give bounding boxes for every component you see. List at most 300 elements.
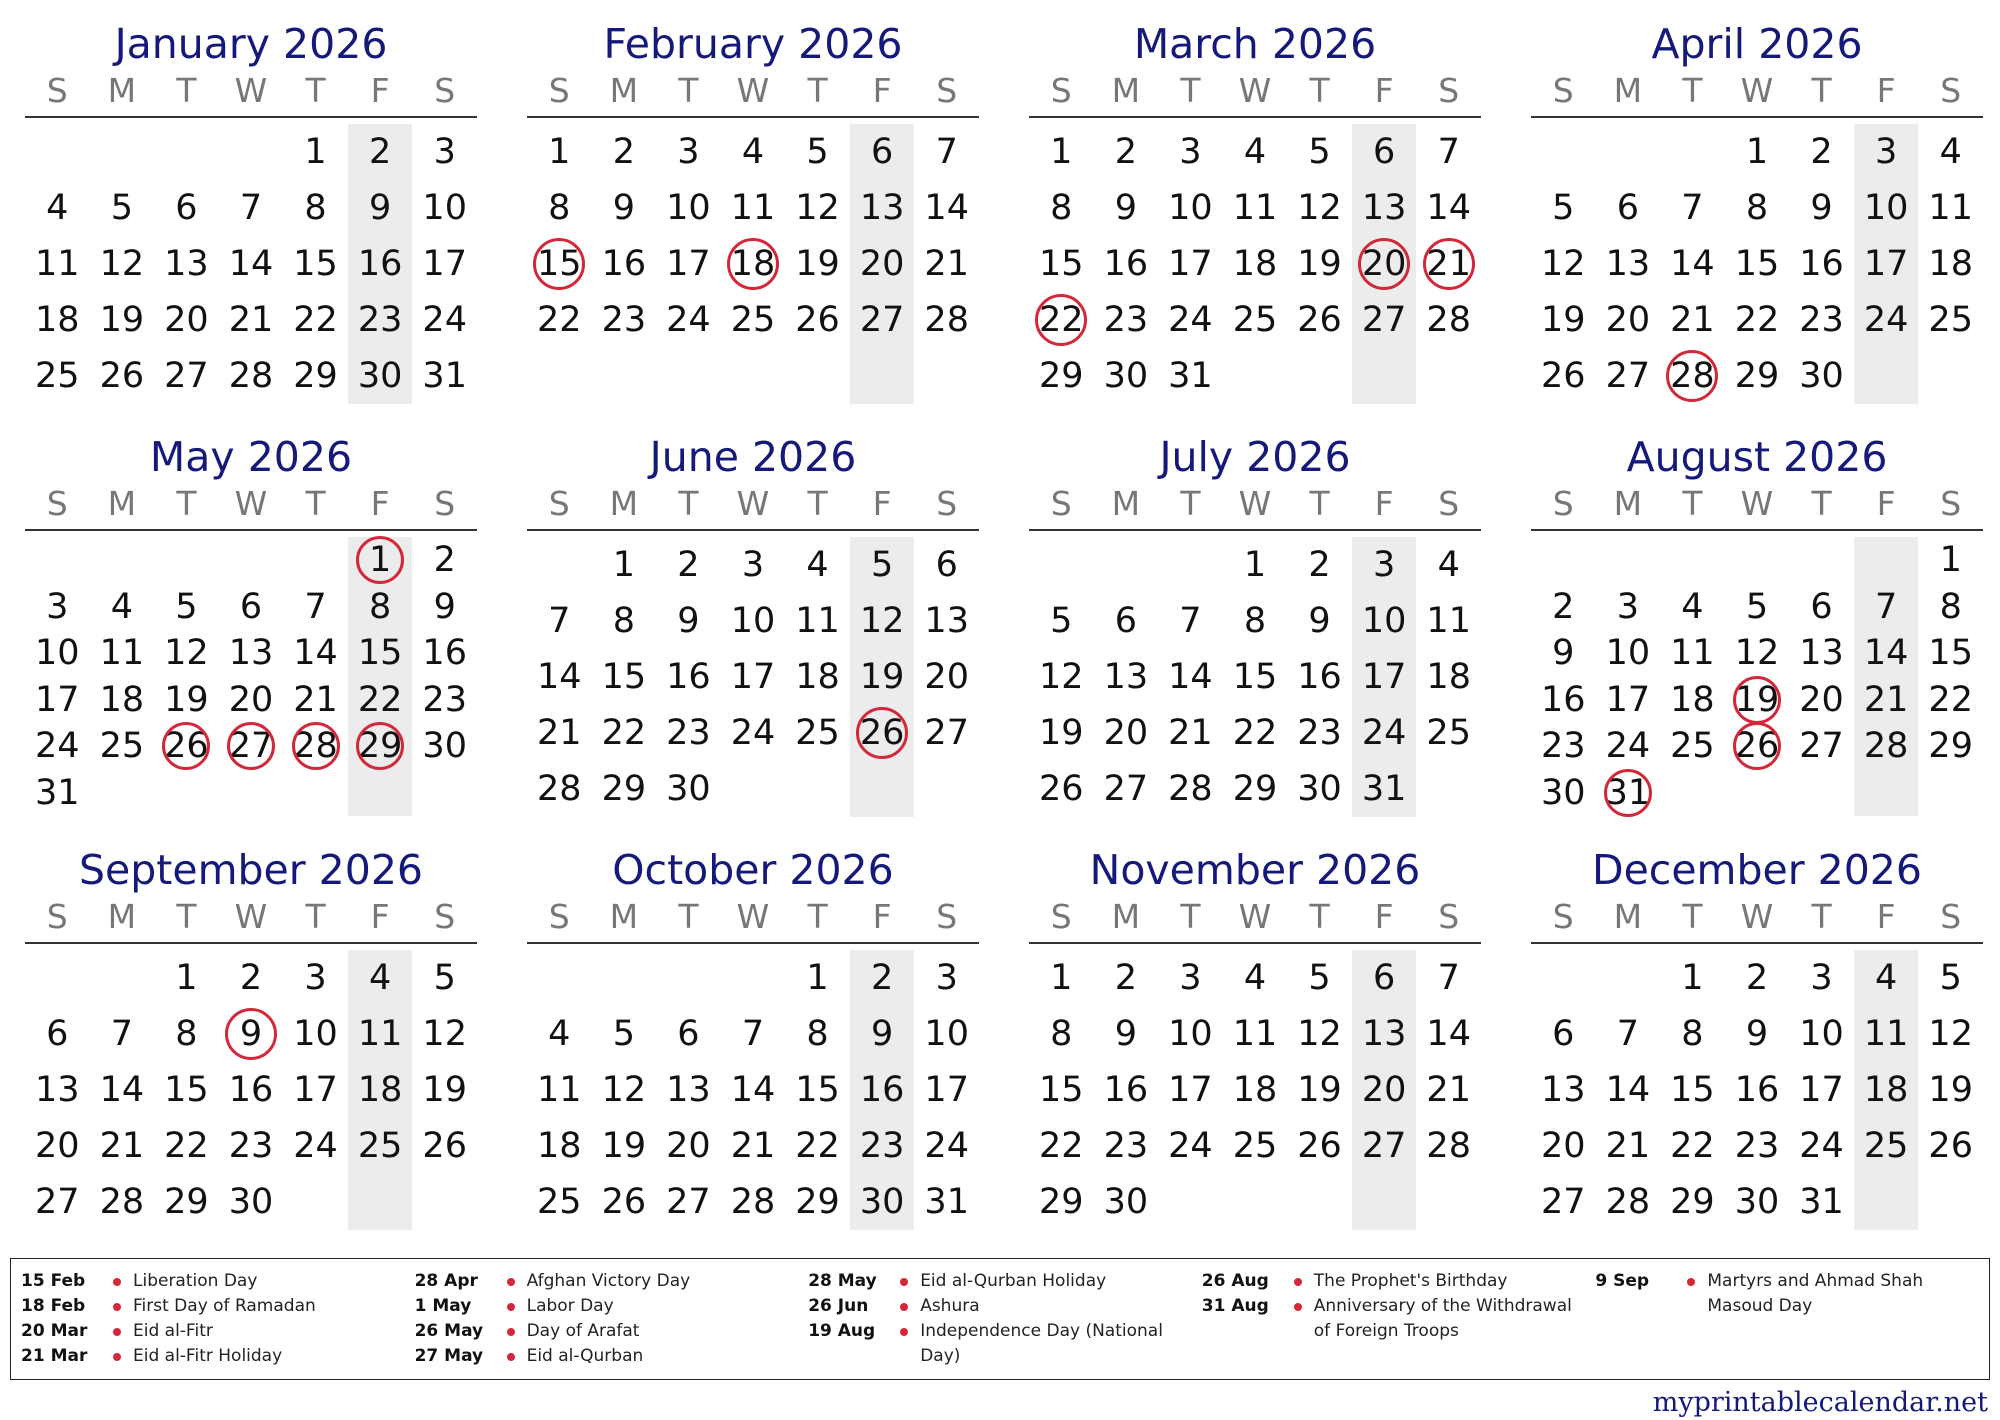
month-calendar — [25, 844, 477, 1248]
day-cell: 23 — [1799, 300, 1844, 340]
day-cell: 22 — [357, 679, 403, 720]
month-title: December 2026 — [1592, 846, 1922, 894]
day-cell: 20 — [1799, 679, 1844, 720]
empty-day-cell — [1531, 537, 1596, 584]
day-cell: 5 — [1308, 132, 1331, 172]
day-cell: 27 — [666, 1182, 711, 1222]
day-cell: 1 — [175, 958, 198, 998]
day-cell: 6 — [1552, 1014, 1575, 1054]
day-cell: 18 — [1928, 244, 1973, 284]
day-cell: 23 — [859, 1126, 905, 1166]
day-cell: 8 — [1745, 188, 1769, 228]
month-title: October 2026 — [612, 846, 894, 894]
day-cell: 10 — [1168, 188, 1213, 228]
bullet-dot-icon — [900, 1328, 908, 1336]
weekday-label: F — [872, 484, 892, 523]
site-footer[interactable]: myprintablecalendar.net — [1652, 1387, 1988, 1418]
day-cell: 12 — [1734, 633, 1780, 674]
legend-holiday-name: Afghan Victory Day — [526, 1271, 691, 1291]
day-cell: 29 — [1232, 769, 1278, 809]
day-cell: 13 — [1541, 1070, 1586, 1110]
day-cell: 18 — [99, 679, 145, 720]
day-cell: 13 — [859, 188, 905, 228]
day-cell: 21 — [99, 1126, 145, 1166]
day-cell: 12 — [164, 633, 209, 674]
bullet-dot-icon — [507, 1353, 515, 1361]
legend-item — [21, 1344, 415, 1369]
day-cell: 21 — [1863, 679, 1909, 720]
day-cell: 10 — [1605, 633, 1651, 674]
day-cell: 2 — [1114, 132, 1137, 172]
legend-holiday-name: Day of Arafat — [526, 1321, 640, 1341]
day-cell: 17 — [1168, 244, 1213, 284]
empty-day-cell — [1596, 537, 1661, 584]
day-cell: 3 — [1616, 586, 1639, 627]
legend-holiday-name: Martyrs and Ahmad Shah Masoud Day — [1707, 1271, 1924, 1316]
weekday-label: W — [736, 897, 770, 936]
day-cell: 30 — [666, 769, 711, 809]
legend-item — [21, 1269, 415, 1294]
weekday-label: M — [1613, 897, 1643, 936]
weekday-label: S — [434, 484, 456, 523]
day-cell: 5 — [1308, 958, 1331, 998]
day-cell: 1 — [1050, 958, 1073, 998]
weekday-label: T — [1682, 897, 1703, 936]
empty-day-cell — [1158, 537, 1223, 593]
weekday-label: F — [370, 71, 390, 110]
day-cell: 20 — [1361, 1070, 1407, 1110]
day-cell: 23 — [1541, 726, 1586, 767]
day-cell: 24 — [730, 713, 776, 753]
day-cell: 20 — [1103, 713, 1149, 753]
day-cell: 8 — [612, 601, 635, 641]
legend-item — [415, 1344, 809, 1369]
day-cell: 29 — [1039, 1182, 1084, 1222]
legend-holiday-name: Eid al-Fitr Holiday — [133, 1346, 283, 1366]
weekday-label: S — [936, 484, 958, 523]
day-cell: 23 — [1103, 300, 1149, 340]
weekday-label: T — [1309, 71, 1330, 110]
legend-date: 27 May — [414, 1346, 484, 1366]
weekday-label: T — [807, 71, 828, 110]
legend-holiday-name: Independence Day (National Day) — [920, 1321, 1163, 1366]
empty-day-cell — [154, 124, 219, 180]
day-cell: 6 — [870, 132, 894, 172]
day-cell: 16 — [601, 244, 647, 284]
legend-date: 1 May — [414, 1296, 472, 1316]
day-cell: 16 — [666, 657, 711, 697]
day-cell: 15 — [1928, 633, 1973, 674]
empty-day-cell — [25, 537, 90, 584]
day-cell: 7 — [935, 132, 958, 172]
day-cell: 6 — [1114, 601, 1137, 641]
day-cell: 23 — [422, 679, 467, 720]
day-cell: 17 — [35, 679, 80, 720]
day-cell: 14 — [293, 633, 338, 674]
legend-item — [808, 1269, 1202, 1294]
day-cell: 7 — [548, 601, 571, 641]
weekday-label: T — [305, 484, 326, 523]
weekday-label: S — [1552, 484, 1574, 523]
weekday-label: S — [434, 71, 456, 110]
day-cell: 30 — [422, 726, 467, 767]
day-cell: 14 — [1426, 188, 1471, 228]
empty-day-cell — [283, 537, 348, 584]
weekday-label: W — [1238, 484, 1272, 523]
holiday-day-cell: 20 — [1352, 236, 1417, 292]
day-cell: 9 — [1810, 188, 1833, 228]
weekday-label: T — [176, 484, 197, 523]
day-cell: 7 — [1437, 132, 1460, 172]
day-cell: 25 — [357, 1126, 403, 1166]
day-cell: 2 — [870, 958, 894, 998]
weekday-label: M — [609, 897, 639, 936]
day-cell: 22 — [537, 300, 582, 340]
day-cell: 3 — [1179, 132, 1202, 172]
day-cell: 24 — [1605, 726, 1651, 767]
day-cell: 19 — [795, 244, 840, 284]
weekday-header — [25, 70, 477, 118]
day-cell: 18 — [1232, 244, 1278, 284]
day-cell: 30 — [1541, 772, 1586, 813]
day-cell: 21 — [293, 679, 338, 720]
empty-day-cell — [90, 537, 155, 584]
day-cell: 6 — [239, 586, 263, 627]
day-cell: 24 — [666, 300, 711, 340]
day-cell: 24 — [924, 1126, 969, 1166]
day-cell: 2 — [1114, 958, 1137, 998]
weekday-label: S — [936, 897, 958, 936]
day-cell: 9 — [1745, 1014, 1769, 1054]
day-cell: 11 — [99, 633, 145, 674]
day-cell: 12 — [601, 1070, 647, 1110]
weekday-label: S — [1940, 71, 1962, 110]
day-cell: 4 — [1243, 132, 1267, 172]
day-cell: 5 — [1939, 958, 1962, 998]
day-cell: 11 — [1670, 633, 1715, 674]
weekday-label: S — [936, 71, 958, 110]
holiday-day-cell: 31 — [1596, 770, 1661, 817]
weekday-header — [1029, 483, 1481, 531]
bullet-dot-icon — [1294, 1278, 1302, 1286]
day-cell: 20 — [228, 679, 274, 720]
month-title: September 2026 — [79, 846, 423, 894]
day-cell: 29 — [601, 769, 647, 809]
weekday-label: S — [548, 484, 570, 523]
legend-date: 15 Feb — [21, 1271, 86, 1291]
day-cell: 29 — [293, 356, 338, 396]
month-title: February 2026 — [603, 20, 903, 68]
days-grid — [527, 531, 979, 817]
day-cell: 30 — [228, 1182, 274, 1222]
month-calendar — [1029, 431, 1481, 835]
weekday-label: T — [1811, 484, 1832, 523]
legend-holiday-name: Liberation Day — [133, 1271, 258, 1291]
day-cell: 12 — [422, 1014, 467, 1054]
day-cell: 8 — [1243, 601, 1267, 641]
day-cell: 22 — [293, 300, 338, 340]
holiday-day-cell: 18 — [721, 236, 786, 292]
day-cell: 15 — [1232, 657, 1278, 697]
day-cell: 5 — [1552, 188, 1575, 228]
weekday-label: T — [1180, 897, 1201, 936]
weekday-label: F — [370, 897, 390, 936]
day-cell: 9 — [1114, 188, 1137, 228]
month-calendar — [527, 431, 979, 835]
day-cell: 9 — [870, 1014, 894, 1054]
day-cell: 15 — [1670, 1070, 1715, 1110]
days-grid — [1029, 118, 1481, 404]
month-calendar — [1531, 18, 1983, 422]
day-cell: 29 — [164, 1182, 209, 1222]
day-cell: 17 — [1168, 1070, 1213, 1110]
empty-day-cell — [1531, 950, 1596, 1006]
weekday-label: F — [1374, 71, 1394, 110]
empty-day-cell — [1660, 537, 1725, 584]
day-cell: 5 — [1745, 586, 1769, 627]
day-cell: 15 — [795, 1070, 840, 1110]
weekday-label: W — [234, 71, 268, 110]
weekday-label: S — [434, 897, 456, 936]
day-cell: 3 — [433, 132, 456, 172]
day-cell: 14 — [1426, 1014, 1471, 1054]
legend-date: 26 Aug — [1201, 1271, 1269, 1291]
day-cell: 19 — [601, 1126, 647, 1166]
weekday-label: T — [1682, 484, 1703, 523]
day-cell: 11 — [35, 244, 80, 284]
day-cell: 2 — [433, 540, 456, 581]
weekday-label: S — [548, 71, 570, 110]
holiday-legend — [10, 1258, 1990, 1380]
day-cell: 26 — [795, 300, 840, 340]
weekday-label: T — [1682, 71, 1703, 110]
day-cell: 29 — [1928, 726, 1973, 767]
month-title: April 2026 — [1651, 20, 1863, 68]
day-cell: 28 — [1605, 1182, 1651, 1222]
day-cell: 12 — [99, 244, 145, 284]
day-cell: 28 — [228, 356, 274, 396]
day-cell: 29 — [795, 1182, 840, 1222]
day-cell: 7 — [1874, 586, 1898, 627]
day-cell: 19 — [422, 1070, 467, 1110]
day-cell: 28 — [99, 1182, 145, 1222]
weekday-label: W — [234, 484, 268, 523]
legend-item — [415, 1319, 809, 1344]
days-grid — [25, 944, 477, 1230]
weekday-label: M — [1613, 71, 1643, 110]
weekday-label: S — [1552, 897, 1574, 936]
day-cell: 10 — [1863, 188, 1909, 228]
day-cell: 26 — [422, 1126, 467, 1166]
day-cell: 4 — [1939, 132, 1962, 172]
legend-item — [21, 1319, 415, 1344]
day-cell: 22 — [601, 713, 647, 753]
day-cell: 6 — [1616, 188, 1639, 228]
day-cell: 31 — [1168, 356, 1213, 396]
bullet-dot-icon — [1687, 1278, 1695, 1286]
month-calendar — [527, 844, 979, 1248]
day-cell: 7 — [110, 1014, 133, 1054]
day-cell: 5 — [1050, 601, 1073, 641]
day-cell: 2 — [612, 132, 635, 172]
bullet-dot-icon — [1294, 1303, 1302, 1311]
day-cell: 27 — [1541, 1182, 1586, 1222]
day-cell: 30 — [1103, 356, 1149, 396]
weekday-label: T — [1309, 484, 1330, 523]
empty-day-cell — [592, 950, 657, 1006]
empty-day-cell — [25, 124, 90, 180]
days-grid — [1029, 531, 1481, 817]
day-cell: 19 — [1297, 1070, 1342, 1110]
day-cell: 20 — [1541, 1126, 1586, 1166]
holiday-day-cell: 27 — [219, 723, 284, 770]
day-cell: 22 — [1670, 1126, 1715, 1166]
legend-item — [415, 1294, 809, 1319]
days-grid — [527, 118, 979, 404]
holiday-day-cell: 1 — [348, 537, 413, 584]
day-cell: 15 — [1734, 244, 1780, 284]
weekday-label: T — [1811, 71, 1832, 110]
day-cell: 10 — [1361, 601, 1407, 641]
weekday-label: M — [107, 897, 137, 936]
day-cell: 12 — [795, 188, 840, 228]
empty-day-cell — [1660, 124, 1725, 180]
weekday-header — [25, 483, 477, 531]
legend-date: 31 Aug — [1201, 1296, 1269, 1316]
weekday-label: T — [305, 897, 326, 936]
holiday-day-cell: 26 — [850, 705, 915, 761]
month-title: June 2026 — [649, 433, 857, 481]
day-cell: 6 — [1810, 586, 1833, 627]
day-cell: 28 — [1168, 769, 1213, 809]
day-cell: 8 — [1681, 1014, 1704, 1054]
day-cell: 31 — [1799, 1182, 1844, 1222]
day-cell: 10 — [1168, 1014, 1213, 1054]
holiday-day-cell: 22 — [1029, 292, 1094, 348]
day-cell: 30 — [357, 356, 403, 396]
day-cell: 13 — [1361, 1014, 1407, 1054]
day-cell: 19 — [1297, 244, 1342, 284]
day-cell: 16 — [422, 633, 467, 674]
empty-day-cell — [1789, 537, 1854, 584]
day-cell: 8 — [304, 188, 327, 228]
weekday-label: F — [370, 484, 390, 523]
empty-day-cell — [527, 950, 592, 1006]
legend-date: 28 Apr — [414, 1271, 478, 1291]
bullet-dot-icon — [113, 1303, 121, 1311]
day-cell: 7 — [741, 1014, 765, 1054]
day-cell: 18 — [1232, 1070, 1278, 1110]
day-cell: 3 — [935, 958, 958, 998]
day-cell: 16 — [1541, 679, 1586, 720]
month-title: May 2026 — [149, 433, 353, 481]
legend-item — [415, 1269, 809, 1294]
day-cell: 24 — [1361, 713, 1407, 753]
days-grid — [1531, 531, 1983, 816]
day-cell: 6 — [46, 1014, 69, 1054]
day-cell: 2 — [1308, 545, 1331, 585]
day-cell: 3 — [304, 958, 327, 998]
day-cell: 4 — [1437, 545, 1460, 585]
day-cell: 24 — [422, 300, 467, 340]
day-cell: 11 — [537, 1070, 582, 1110]
weekday-header — [527, 896, 979, 944]
day-cell: 31 — [1361, 769, 1407, 809]
day-cell: 17 — [1863, 244, 1909, 284]
day-cell: 18 — [35, 300, 80, 340]
empty-day-cell — [90, 950, 155, 1006]
day-cell: 19 — [859, 657, 905, 697]
legend-date: 20 Mar — [21, 1321, 88, 1341]
day-cell: 25 — [1928, 300, 1973, 340]
day-cell: 11 — [730, 188, 776, 228]
day-cell: 11 — [1232, 188, 1278, 228]
day-cell: 11 — [357, 1014, 403, 1054]
day-cell: 30 — [1734, 1182, 1780, 1222]
day-cell: 17 — [1799, 1070, 1844, 1110]
day-cell: 25 — [795, 713, 840, 753]
days-grid — [1531, 118, 1983, 404]
empty-day-cell — [25, 950, 90, 1006]
legend-item — [808, 1294, 1202, 1319]
day-cell: 8 — [368, 586, 392, 627]
legend-holiday-name: Eid al-Qurban — [526, 1346, 644, 1366]
calendar-grid — [25, 18, 1985, 1248]
month-calendar — [25, 18, 477, 422]
day-cell: 19 — [164, 679, 209, 720]
day-cell: 24 — [1168, 1126, 1213, 1166]
weekday-label: F — [1876, 897, 1896, 936]
day-cell: 9 — [433, 586, 456, 627]
day-cell: 18 — [1863, 1070, 1909, 1110]
empty-day-cell — [154, 537, 219, 584]
day-cell: 4 — [806, 545, 829, 585]
weekday-label: F — [1374, 484, 1394, 523]
day-cell: 22 — [1734, 300, 1780, 340]
weekday-label: S — [1050, 484, 1072, 523]
weekday-label: M — [1111, 484, 1141, 523]
day-cell: 2 — [1552, 586, 1575, 627]
weekday-label: M — [609, 484, 639, 523]
weekday-header — [1029, 896, 1481, 944]
day-cell: 5 — [433, 958, 456, 998]
day-cell: 6 — [935, 545, 958, 585]
holiday-day-cell: 26 — [154, 723, 219, 770]
day-cell: 15 — [357, 633, 403, 674]
day-cell: 14 — [1605, 1070, 1651, 1110]
day-cell: 23 — [666, 713, 711, 753]
day-cell: 29 — [1670, 1182, 1715, 1222]
holiday-day-cell: 9 — [219, 1006, 284, 1062]
weekday-label: F — [1374, 897, 1394, 936]
day-cell: 19 — [1039, 713, 1084, 753]
day-cell: 16 — [1734, 1070, 1780, 1110]
holiday-day-cell: 26 — [1725, 723, 1790, 770]
empty-day-cell — [90, 124, 155, 180]
day-cell: 14 — [228, 244, 274, 284]
day-cell: 7 — [1179, 601, 1202, 641]
weekday-label: W — [234, 897, 268, 936]
day-cell: 24 — [1168, 300, 1213, 340]
day-cell: 27 — [164, 356, 209, 396]
day-cell: 13 — [1799, 633, 1844, 674]
legend-date: 19 Aug — [808, 1321, 876, 1341]
legend-column — [21, 1269, 415, 1379]
day-cell: 14 — [537, 657, 582, 697]
month-title: August 2026 — [1626, 433, 1888, 481]
bullet-dot-icon — [507, 1328, 515, 1336]
day-cell: 21 — [537, 713, 582, 753]
